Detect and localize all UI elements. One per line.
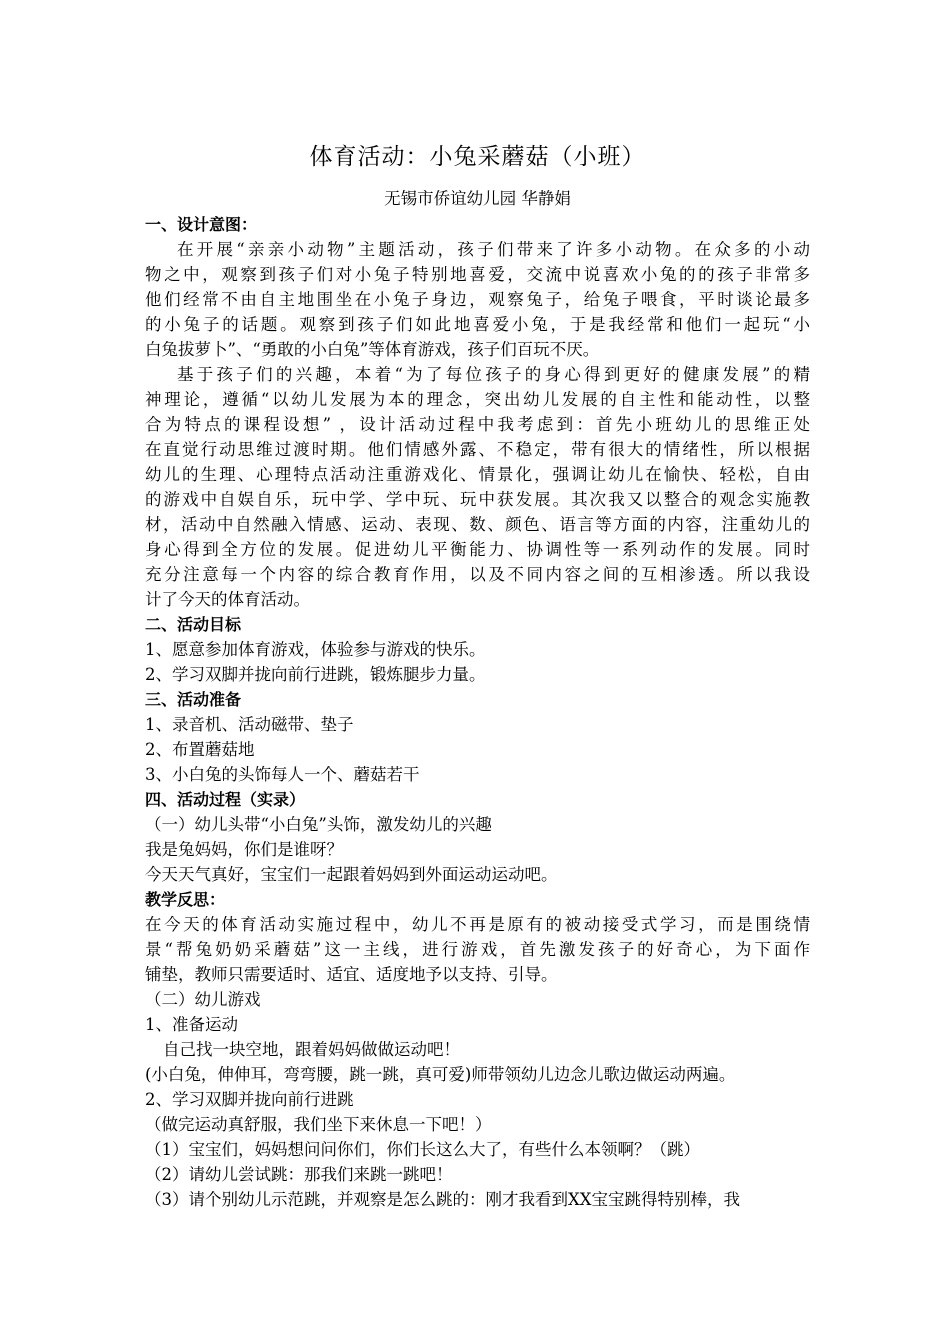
paragraph-line: （1）宝宝们，妈妈想问问你们，你们长这么大了，有些什么本领啊？（跳）: [145, 1140, 700, 1159]
paragraph-line: 我是兔妈妈，你们是谁呀？: [145, 840, 343, 859]
paragraph-line: (小白兔，伸伸耳，弯弯腰，跳一跳，真可爱)师带领幼儿边念儿歌边做运动两遍。: [145, 1065, 736, 1084]
section-heading-reflection: 教学反思：: [145, 890, 226, 909]
list-item: 2、布置蘑菇地: [145, 740, 255, 759]
paragraph-line: （3）请个别幼儿示范跳，并观察是怎么跳的：刚才我看到XX宝宝跳得特别棒，我: [145, 1190, 740, 1209]
paragraph-line: 景“帮兔奶奶采蘑菇”这一主线，进行游戏，首先激发孩子的好奇心，为下面作: [145, 940, 810, 959]
list-item: 3、小白兔的头饰每人一个、蘑菇若干: [145, 765, 420, 784]
paragraph-line: 今天天气真好，宝宝们一起跟着妈妈到外面运动运动吧。: [145, 865, 558, 884]
paragraph-line: 基于孩子们的兴趣，本着“为了每位孩子的身心得到更好的健康发展”的精: [177, 365, 810, 384]
section-heading-design-intent: 一、设计意图：: [145, 215, 258, 234]
author-line: 无锡市侨谊幼儿园 华静娟: [384, 189, 571, 208]
paragraph-line: 他们经常不由自主地围坐在小兔子身边，观察兔子，给兔子喂食，平时谈论最多: [145, 290, 810, 309]
paragraph-line: 在今天的体育活动实施过程中，幼儿不再是原有的被动接受式学习，而是围绕情: [145, 915, 810, 934]
list-item: 2、学习双脚并拢向前行进跳，锻炼腿步力量。: [145, 665, 486, 684]
paragraph-line: 白兔拔萝卜”、“勇敢的小白兔”等体育游戏，孩子们百玩不厌。: [145, 340, 600, 359]
paragraph-line: 计了今天的体育活动。: [145, 590, 310, 609]
paragraph-line: 1、准备运动: [145, 1015, 238, 1034]
section-heading-process: 四、活动过程（实录）: [145, 790, 306, 809]
paragraph-line: 的游戏中自娱自乐，玩中学、学中玩、玩中获发展。其次我又以整合的观念实施教: [145, 490, 810, 509]
paragraph-line: （做完运动真舒服，我们坐下来休息一下吧！）: [145, 1115, 492, 1134]
list-item: 1、愿意参加体育游戏，体验参与游戏的快乐。: [145, 640, 486, 659]
paragraph-line: 在开展“亲亲小动物”主题活动，孩子们带来了许多小动物。在众多的小动: [177, 240, 810, 259]
paragraph-line: 充分注意每一个内容的综合教育作用，以及不同内容之间的互相渗透。所以我设: [145, 565, 810, 584]
paragraph-line: 神理论，遵循“以幼儿发展为本的理念，突出幼儿发展的自主性和能动性，以整: [145, 390, 810, 409]
paragraph-line: 2、学习双脚并拢向前行进跳: [145, 1090, 354, 1109]
paragraph-line: （一）幼儿头带“小白兔”头饰，激发幼儿的兴趣: [145, 815, 492, 834]
paragraph-line: 合为特点的课程设想” ，设计活动过程中我考虑到：首先小班幼儿的思维正处: [145, 415, 810, 434]
paragraph-line: 在直觉行动思维过渡时期。他们情感外露、不稳定，带有很大的情绪性，所以根据: [145, 440, 810, 459]
paragraph-line: 幼儿的生理、心理特点活动注重游戏化、情景化，强调让幼儿在愉快、轻松，自由: [145, 465, 810, 484]
document-page: [145, 136, 810, 1212]
paragraph-line: 自己找一块空地，跟着妈妈做做运动吧！: [163, 1040, 460, 1059]
section-heading-preparation: 三、活动准备: [145, 690, 242, 709]
paragraph-line: 材，活动中自然融入情感、运动、表现、数、颜色、语言等方面的内容，注重幼儿的: [145, 515, 810, 534]
paragraph-line: 的小兔子的话题。观察到孩子们如此地喜爱小兔，于是我经常和他们一起玩“小: [145, 315, 810, 334]
paragraph-line: （二）幼儿游戏: [145, 990, 261, 1009]
document-title: 体育活动：小兔采蘑菇（小班）: [309, 144, 646, 170]
paragraph-line: （2）请幼儿尝试跳：那我们来跳一跳吧！: [145, 1165, 453, 1184]
paragraph-line: 铺垫，教师只需要适时、适宜、适度地予以支持、引导。: [145, 965, 558, 984]
paragraph-line: 身心得到全方位的发展。促进幼儿平衡能力、协调性等一系列动作的发展。同时: [145, 540, 810, 559]
section-heading-objectives: 二、活动目标: [145, 615, 242, 634]
list-item: 1、录音机、活动磁带、垫子: [145, 715, 354, 734]
paragraph-line: 物之中，观察到孩子们对小兔子特别地喜爱，交流中说喜欢小兔的的孩子非常多: [145, 265, 810, 284]
